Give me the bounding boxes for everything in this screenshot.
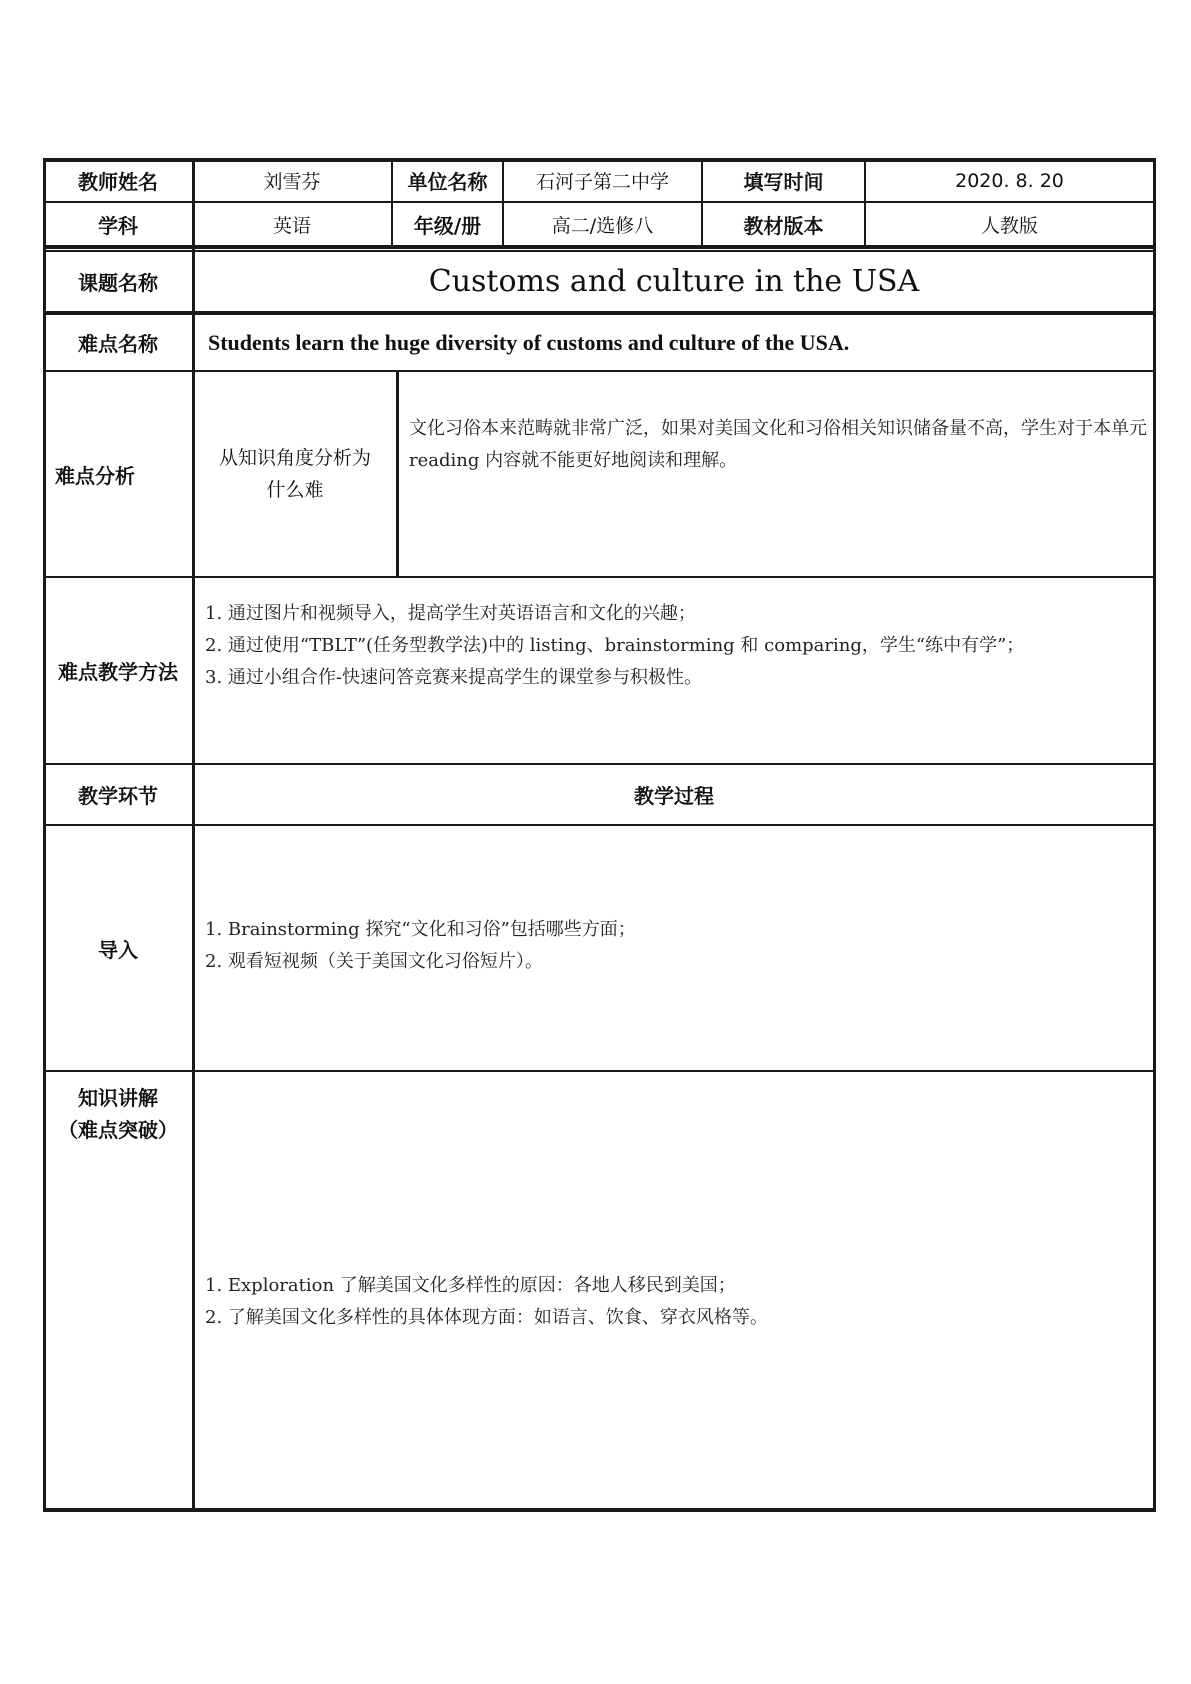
subject-label: 学科 — [98, 213, 138, 238]
method-item: 1. 通过图片和视频导入，提高学生对英语语言和文化的兴趣； — [205, 603, 696, 624]
method-list — [205, 598, 1149, 694]
knowledge-label-line1: 知识讲解 — [78, 1086, 158, 1110]
table-bottom-border — [43, 1508, 1156, 1512]
teaching-stage-header: 教学环节 — [78, 784, 158, 808]
analysis-text: 文化习俗本来范畴就非常广泛，如果对美国文化和习俗相关知识储备量不高，学生对于本单元 reading 内容就不能更好地阅读和理解。 — [409, 418, 1147, 471]
row-divider — [43, 245, 1156, 249]
analysis-column-divider — [396, 370, 399, 577]
topic-label: 课题名称 — [78, 271, 158, 295]
topic-title: Customs and culture in the USA — [428, 264, 920, 299]
subject-value: 英语 — [272, 214, 311, 237]
knowledge-list — [205, 1270, 1145, 1334]
intro-item: 1. Brainstorming 探究“文化和习俗”包括哪些方面； — [205, 919, 636, 940]
method-label: 难点教学方法 — [58, 660, 178, 684]
intro-label: 导入 — [98, 937, 138, 962]
row-divider — [43, 824, 1156, 826]
table-right-border — [1153, 158, 1156, 1512]
fill-date-label: 填写时间 — [743, 170, 824, 194]
unit-name-label: 单位名称 — [407, 170, 488, 194]
teacher-name-value: 刘雪芬 — [263, 171, 321, 193]
fill-date-value: 2020. 8. 20 — [955, 169, 1064, 192]
knowledge-label-line2: （难点突破） — [58, 1118, 178, 1142]
difficulty-text: Students learn the huge diversity of customs and culture of the USA. — [208, 329, 850, 355]
grade-value: 高二/选修八 — [551, 214, 654, 237]
intro-item: 2. 观看短视频（关于美国文化习俗短片）。 — [205, 951, 543, 972]
edition-label: 教材版本 — [743, 213, 824, 238]
knowledge-item: 2. 了解美国文化多样性的具体体现方面：如语言、饮食、穿衣风格等。 — [205, 1307, 768, 1328]
knowledge-item: 1. Exploration 了解美国文化多样性的原因：各地人移民到美国； — [205, 1275, 736, 1296]
teacher-name-label: 教师姓名 — [78, 170, 158, 194]
difficulty-label: 难点名称 — [78, 332, 158, 356]
edition-value: 人教版 — [980, 214, 1038, 237]
row-divider — [43, 576, 1156, 578]
method-item: 3. 通过小组合作-快速问答竞赛来提高学生的课堂参与积极性。 — [205, 667, 702, 688]
unit-name-value: 石河子第二中学 — [535, 171, 669, 193]
grade-label: 年级/册 — [413, 213, 482, 238]
row-divider — [43, 1070, 1156, 1072]
analysis-sub-label: 从知识角度分析为什么难 — [218, 447, 371, 501]
analysis-label: 难点分析 — [55, 463, 135, 488]
teaching-process-header: 教学过程 — [634, 784, 714, 808]
lesson-plan-table — [43, 158, 1156, 1510]
knowledge-label — [43, 1072, 193, 1152]
intro-list — [205, 914, 1145, 978]
method-item: 2. 通过使用“TBLT”(任务型教学法)中的 listing、brainstorming 和 comparing，学生“练中有学”； — [205, 635, 1025, 656]
